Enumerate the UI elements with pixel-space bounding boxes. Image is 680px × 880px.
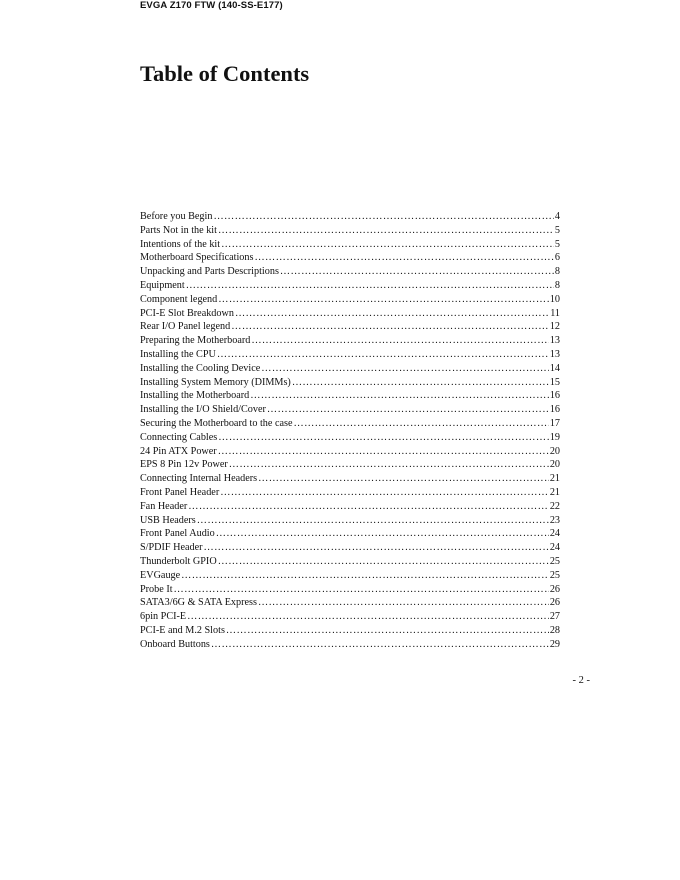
toc-entry[interactable] bbox=[140, 307, 560, 321]
toc-dot-leader bbox=[220, 486, 549, 500]
toc-entry-label: Parts Not in the kit bbox=[140, 224, 217, 236]
toc-entry-page-number: 20 bbox=[549, 445, 560, 457]
toc-entry[interactable] bbox=[140, 265, 560, 279]
toc-entry-page-number: 8 bbox=[554, 266, 560, 278]
toc-entry-page-number: 8 bbox=[554, 279, 560, 291]
toc-entry-page-number: 21 bbox=[549, 473, 560, 485]
toc-entry-label: Fan Header bbox=[140, 500, 188, 512]
toc-dot-leader bbox=[250, 389, 549, 403]
toc-entry[interactable] bbox=[140, 583, 560, 597]
toc-dot-leader bbox=[218, 431, 549, 445]
toc-entry-page-number: 4 bbox=[554, 211, 560, 222]
toc-entry[interactable] bbox=[140, 610, 560, 624]
toc-entry[interactable] bbox=[140, 293, 560, 307]
toc-entry-label: USB Headers bbox=[140, 514, 196, 526]
toc-entry[interactable] bbox=[140, 486, 560, 500]
toc-dot-leader bbox=[186, 279, 554, 293]
toc-dot-leader bbox=[258, 596, 549, 610]
toc-dot-leader bbox=[218, 293, 549, 307]
toc-entry[interactable] bbox=[140, 403, 560, 417]
toc-entry[interactable] bbox=[140, 251, 560, 265]
toc-entry[interactable] bbox=[140, 362, 560, 376]
toc-entry-label: Unpacking and Parts Descriptions bbox=[140, 266, 279, 278]
toc-dot-leader bbox=[229, 458, 549, 472]
toc-entry-page-number: 22 bbox=[549, 500, 560, 512]
toc-entry[interactable] bbox=[140, 569, 560, 583]
toc-dot-leader bbox=[280, 265, 554, 279]
toc-entry[interactable] bbox=[140, 210, 560, 224]
toc-entry-label: S/PDIF Header bbox=[140, 542, 203, 554]
running-header: EVGA Z170 FTW (140-SS-E177) bbox=[140, 0, 283, 11]
toc-entry-label: Equipment bbox=[140, 279, 185, 291]
toc-entry-label: Installing the Motherboard bbox=[140, 390, 250, 402]
toc-dot-leader bbox=[204, 541, 549, 555]
toc-entry[interactable] bbox=[140, 514, 560, 528]
toc-dot-leader bbox=[197, 514, 549, 528]
toc-entry[interactable] bbox=[140, 348, 560, 362]
toc-entry[interactable] bbox=[140, 417, 560, 431]
toc-entry[interactable] bbox=[140, 541, 560, 555]
toc-entry-page-number: 13 bbox=[549, 335, 560, 347]
page-title: Table of Contents bbox=[140, 61, 310, 86]
toc-entry-page-number: 27 bbox=[549, 611, 560, 623]
toc-entry-label: Installing the Cooling Device bbox=[140, 362, 261, 374]
toc-entry-page-number: 13 bbox=[549, 348, 560, 360]
toc-entry-page-number: 11 bbox=[550, 307, 560, 319]
toc-entry-page-number: 28 bbox=[549, 624, 560, 636]
toc-entry-label: PCI-E Slot Breakdown bbox=[140, 307, 234, 319]
toc-entry-label: Installing the I/O Shield/Cover bbox=[140, 404, 266, 416]
toc-dot-leader bbox=[251, 334, 548, 348]
toc-dot-leader bbox=[226, 624, 549, 638]
toc-dot-leader bbox=[211, 638, 549, 652]
toc-entry-label: Probe It bbox=[140, 583, 173, 595]
toc-entry[interactable] bbox=[140, 279, 560, 293]
toc-dot-leader bbox=[188, 500, 549, 514]
toc-entry-label: Motherboard Specifications bbox=[140, 252, 254, 264]
toc-dot-leader bbox=[235, 307, 549, 321]
toc-entry-page-number: 21 bbox=[549, 486, 560, 498]
toc-dot-leader bbox=[213, 210, 553, 224]
toc-dot-leader bbox=[187, 610, 549, 624]
toc-entry[interactable] bbox=[140, 376, 560, 390]
toc-entry-page-number: 24 bbox=[549, 542, 560, 554]
toc-entry-label: Installing System Memory (DIMMs) bbox=[140, 376, 291, 388]
toc-entry-label: Rear I/O Panel legend bbox=[140, 321, 231, 333]
toc-entry-label: Securing the Motherboard to the case bbox=[140, 417, 293, 429]
toc-entry-page-number: 5 bbox=[554, 238, 560, 250]
toc-entry[interactable] bbox=[140, 389, 560, 403]
toc-entry[interactable] bbox=[140, 500, 560, 514]
toc-dot-leader bbox=[221, 238, 554, 252]
toc-entry-label: Component legend bbox=[140, 293, 218, 305]
toc-dot-leader bbox=[218, 555, 549, 569]
toc-entry-page-number: 20 bbox=[549, 459, 560, 471]
toc-dot-leader bbox=[254, 251, 553, 265]
toc-entry[interactable] bbox=[140, 334, 560, 348]
toc-entry[interactable] bbox=[140, 445, 560, 459]
page-number: - 2 - bbox=[572, 675, 590, 686]
toc-entry-label: Installing the CPU bbox=[140, 348, 216, 360]
toc-entry-page-number: 16 bbox=[549, 404, 560, 416]
toc-entry-label: EPS 8 Pin 12v Power bbox=[140, 459, 228, 471]
toc-entry-label: 24 Pin ATX Power bbox=[140, 445, 217, 457]
toc-entry-label: Front Panel Header bbox=[140, 486, 220, 498]
toc-entry-label: Connecting Internal Headers bbox=[140, 473, 258, 485]
toc-entry[interactable] bbox=[140, 596, 560, 610]
table-of-contents bbox=[140, 210, 560, 652]
toc-entry[interactable] bbox=[140, 527, 560, 541]
toc-entry-page-number: 5 bbox=[554, 224, 560, 236]
toc-entry-page-number: 6 bbox=[554, 252, 560, 264]
toc-dot-leader bbox=[216, 527, 549, 541]
toc-dot-leader bbox=[231, 320, 549, 334]
toc-entry-label: PCI-E and M.2 Slots bbox=[140, 624, 225, 636]
toc-dot-leader bbox=[267, 403, 549, 417]
toc-entry-page-number: 12 bbox=[549, 321, 560, 333]
toc-entry-label: Before you Begin bbox=[140, 211, 213, 222]
toc-entry-page-number: 24 bbox=[549, 528, 560, 540]
toc-entry-label: Thunderbolt GPIO bbox=[140, 555, 217, 567]
toc-entry[interactable] bbox=[140, 624, 560, 638]
toc-entry[interactable] bbox=[140, 472, 560, 486]
toc-entry-label: Connecting Cables bbox=[140, 431, 218, 443]
toc-entry-page-number: 16 bbox=[549, 390, 560, 402]
toc-entry-page-number: 26 bbox=[549, 583, 560, 595]
toc-entry-page-number: 26 bbox=[549, 597, 560, 609]
toc-entry[interactable] bbox=[140, 638, 560, 652]
toc-entry-page-number: 14 bbox=[549, 362, 560, 374]
toc-entry[interactable] bbox=[140, 238, 560, 252]
toc-entry-label: 6pin PCI-E bbox=[140, 611, 187, 623]
toc-dot-leader bbox=[218, 224, 554, 238]
toc-dot-leader bbox=[181, 569, 549, 583]
toc-entry[interactable] bbox=[140, 555, 560, 569]
toc-dot-leader bbox=[218, 445, 549, 459]
toc-dot-leader bbox=[261, 362, 549, 376]
toc-dot-leader bbox=[292, 376, 549, 390]
toc-dot-leader bbox=[174, 583, 549, 597]
toc-entry-page-number: 19 bbox=[549, 431, 560, 443]
toc-dot-leader bbox=[258, 472, 549, 486]
toc-dot-leader bbox=[217, 348, 549, 362]
toc-entry-page-number: 29 bbox=[549, 638, 560, 650]
toc-entry-label: Onboard Buttons bbox=[140, 638, 210, 650]
toc-entry[interactable] bbox=[140, 224, 560, 238]
toc-entry[interactable] bbox=[140, 458, 560, 472]
toc-entry[interactable] bbox=[140, 431, 560, 445]
toc-entry-page-number: 17 bbox=[549, 417, 560, 429]
toc-dot-leader bbox=[293, 417, 548, 431]
toc-entry[interactable] bbox=[140, 320, 560, 334]
toc-entry-page-number: 23 bbox=[549, 514, 560, 526]
toc-entry-label: Preparing the Motherboard bbox=[140, 335, 251, 347]
toc-entry-label: SATA3/6G & SATA Express bbox=[140, 597, 257, 609]
toc-entry-label: Intentions of the kit bbox=[140, 238, 221, 250]
toc-entry-page-number: 10 bbox=[549, 293, 560, 305]
toc-entry-label: EVGauge bbox=[140, 569, 181, 581]
toc-entry-label: Front Panel Audio bbox=[140, 528, 215, 540]
toc-entry-page-number: 25 bbox=[549, 555, 560, 567]
toc-entry-page-number: 15 bbox=[549, 376, 560, 388]
toc-entry-page-number: 25 bbox=[549, 569, 560, 581]
